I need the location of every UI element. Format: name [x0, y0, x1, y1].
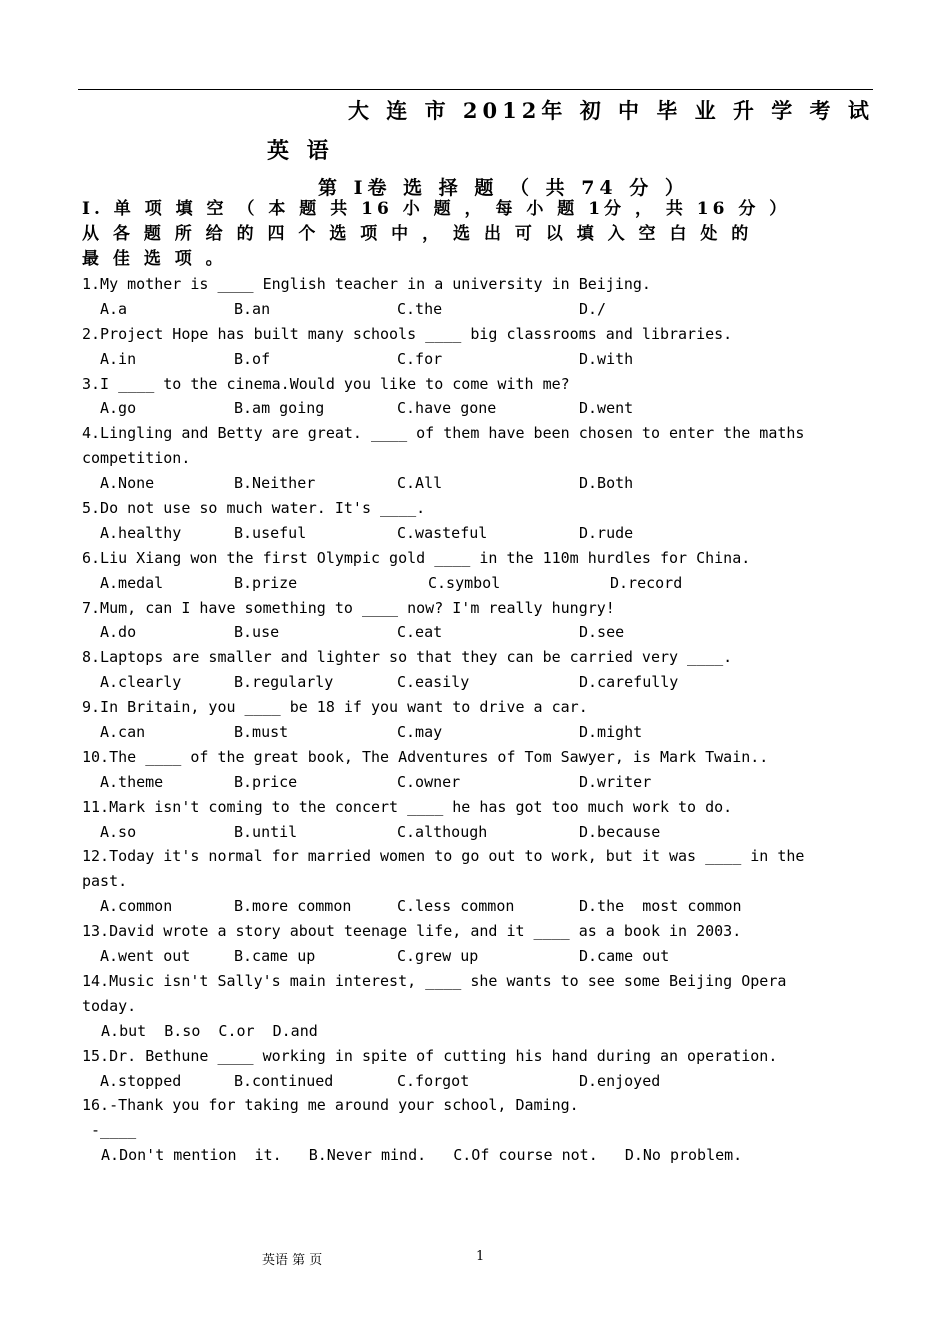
question-item: [82, 919, 872, 969]
option-c[interactable]: C.have gone: [397, 399, 497, 418]
question-stem: 7.Mum, can I have something to ____ now? I'm really hungry!: [82, 598, 615, 617]
question-item: [82, 421, 872, 496]
question-item: [82, 546, 872, 596]
option-a[interactable]: A.medal: [100, 573, 164, 592]
options-row: [82, 571, 872, 596]
option-d[interactable]: D.Both: [579, 474, 634, 493]
question-item: [82, 844, 872, 919]
question-stem-continued: past.: [82, 872, 128, 891]
option-a[interactable]: A.common: [100, 897, 173, 916]
question-item: [82, 1093, 872, 1168]
part-title: 第 I卷 选 择 题 （ 共 74 分 ）: [318, 177, 689, 199]
question-list: [82, 272, 872, 1168]
option-b[interactable]: B.am going: [234, 399, 325, 418]
option-c[interactable]: C.although: [397, 822, 488, 841]
options-row: [82, 297, 872, 322]
question-stem: 9.In Britain, you ____ be 18 if you want to drive a car.: [82, 698, 588, 717]
question-item: [82, 969, 872, 1044]
option-c[interactable]: C.wasteful: [397, 523, 488, 542]
options-row: [82, 521, 872, 546]
option-d[interactable]: D.writer: [579, 772, 652, 791]
option-d[interactable]: D.might: [579, 723, 643, 742]
options-row: [82, 1069, 872, 1094]
question-stem: 16.-Thank you for taking me around your school, Daming.: [82, 1096, 579, 1115]
section-instruction-end: 最 佳 选 项 。: [82, 249, 227, 269]
option-d[interactable]: D.went: [579, 399, 634, 418]
question-stem: 14.Music isn't Sally's main interest, ____ she wants to see some Beijing Opera: [82, 971, 787, 990]
question-stem: 5.Do not use so much water. It's ____.: [82, 499, 426, 518]
options-row: [82, 944, 872, 969]
question-item: [82, 322, 872, 372]
options-row: [82, 396, 872, 421]
question-item: [82, 372, 872, 422]
option-a[interactable]: A.stopped: [100, 1071, 182, 1090]
question-stem: 11.Mark isn't coming to the concert ____ he has got too much work to do.: [82, 797, 733, 816]
option-c[interactable]: C.owner: [397, 772, 461, 791]
option-c[interactable]: C.the: [397, 299, 443, 318]
option-b[interactable]: B.prize: [234, 573, 298, 592]
option-d[interactable]: D.rude: [579, 523, 634, 542]
option-d[interactable]: D.see: [579, 623, 625, 642]
section-instruction: 从 各 题 所 给 的 四 个 选 项 中 ， 选 出 可 以 填 入 空 白 处 的: [82, 224, 753, 244]
question-stem: 13.David wrote a story about teenage life, and it ____ as a book in 2003.: [82, 922, 742, 941]
question-item: [82, 795, 872, 845]
option-b[interactable]: B.continued: [234, 1071, 334, 1090]
option-b[interactable]: B.regularly: [234, 673, 334, 692]
option-c[interactable]: C.forgot: [397, 1071, 470, 1090]
option-d[interactable]: D.because: [579, 822, 661, 841]
option-d[interactable]: D.carefully: [579, 673, 679, 692]
option-c[interactable]: C.All: [397, 474, 443, 493]
question-item: [82, 1044, 872, 1094]
subject-title: 英 语: [267, 138, 334, 164]
option-b[interactable]: B.must: [234, 723, 289, 742]
question-stem: 6.Liu Xiang won the first Olympic gold ____ in the 110m hurdles for China.: [82, 548, 751, 567]
option-d[interactable]: D./: [579, 299, 607, 318]
option-a[interactable]: A.theme: [100, 772, 164, 791]
question-item: [82, 645, 872, 695]
footer-page-number: 1: [476, 1249, 485, 1264]
question-stem: 3.I ____ to the cinema.Would you like to come with me?: [82, 374, 570, 393]
option-a[interactable]: A.a: [100, 299, 128, 318]
option-a[interactable]: A.go: [100, 399, 137, 418]
question-stem-continued: competition.: [82, 449, 191, 468]
options-row: [82, 347, 872, 372]
option-a[interactable]: A.can: [100, 723, 146, 742]
option-a[interactable]: A.healthy: [100, 523, 182, 542]
option-c[interactable]: C.less common: [397, 897, 515, 916]
question-stem: 1.My mother is ____ English teacher in a university in Beijing.: [82, 275, 651, 293]
option-a[interactable]: A.went out: [100, 947, 191, 966]
question-item: [82, 745, 872, 795]
option-a[interactable]: A.clearly: [100, 673, 182, 692]
question-stem: 8.Laptops are smaller and lighter so that they can be carried very ____.: [82, 648, 733, 667]
option-b[interactable]: B.until: [234, 822, 298, 841]
question-stem: 2.Project Hope has built many schools ____ big classrooms and libraries.: [82, 324, 733, 343]
question-item: [82, 695, 872, 745]
options-row[interactable]: A.but B.so C.or D.and: [92, 1021, 318, 1040]
question-item: [82, 496, 872, 546]
option-c[interactable]: C.easily: [397, 673, 470, 692]
question-item: [82, 272, 872, 322]
options-row: [82, 670, 872, 695]
exam-title: 大 连 市 2012年 初 中 毕 业 升 学 考 试: [348, 98, 874, 123]
question-stem-continued: today.: [82, 996, 137, 1015]
header-rule: [78, 89, 873, 90]
option-b[interactable]: B.use: [234, 623, 280, 642]
question-stem: 10.The ____ of the great book, The Adventures of Tom Sawyer, is Mark Twain..: [82, 747, 769, 766]
question-stem: 12.Today it's normal for married women to go out to work, but it was ____ in the: [82, 847, 805, 866]
option-b[interactable]: B.an: [234, 299, 271, 318]
option-c[interactable]: C.symbol: [428, 573, 501, 592]
option-c[interactable]: C.eat: [397, 623, 443, 642]
options-row: [82, 720, 872, 745]
options-row: [82, 820, 872, 845]
options-row: [82, 471, 872, 496]
option-b[interactable]: B.of: [234, 349, 271, 368]
question-stem-continued: -____: [82, 1121, 137, 1140]
options-row: [82, 770, 872, 795]
option-b[interactable]: B.useful: [234, 523, 307, 542]
option-d[interactable]: D.enjoyed: [579, 1071, 661, 1090]
option-a[interactable]: A.do: [100, 623, 137, 642]
question-stem: 4.Lingling and Betty are great. ____ of them have been chosen to enter the maths: [82, 424, 805, 443]
option-b[interactable]: B.came up: [234, 947, 316, 966]
option-a[interactable]: A.so: [100, 822, 137, 841]
section-heading: I. 单 项 填 空 （ 本 题 共 16 小 题 ， 每 小 题 1分 ， 共 16 分 ）: [82, 199, 791, 219]
question-stem: 15.Dr. Bethune ____ working in spite of cutting his hand during an operation.: [82, 1046, 778, 1065]
option-c[interactable]: C.grew up: [397, 947, 479, 966]
option-c[interactable]: C.may: [397, 723, 443, 742]
option-a[interactable]: A.None: [100, 474, 155, 493]
option-d[interactable]: D.with: [579, 349, 634, 368]
option-d[interactable]: D.record: [610, 573, 683, 592]
options-row: [82, 620, 872, 645]
option-a[interactable]: A.in: [100, 349, 137, 368]
option-d[interactable]: D.the most common: [579, 897, 742, 916]
footer-label: 英语 第 页: [262, 1253, 323, 1268]
option-b[interactable]: B.more common: [234, 897, 352, 916]
question-item: [82, 596, 872, 646]
option-c[interactable]: C.for: [397, 349, 443, 368]
options-row[interactable]: A.Don't mention it. B.Never mind. C.Of course not. D.No problem.: [92, 1146, 743, 1165]
option-b[interactable]: B.price: [234, 772, 298, 791]
option-d[interactable]: D.came out: [579, 947, 670, 966]
option-b[interactable]: B.Neither: [234, 474, 316, 493]
options-row: [82, 894, 872, 919]
